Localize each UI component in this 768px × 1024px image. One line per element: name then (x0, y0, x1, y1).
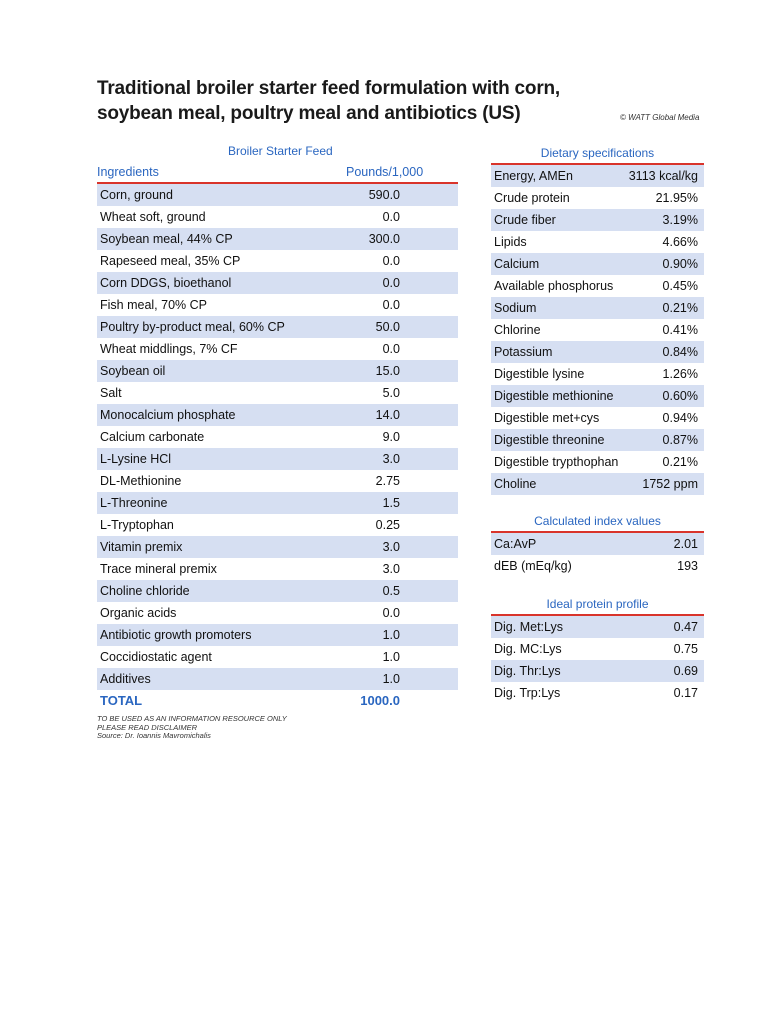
row-label: Dig. Trp:Lys (494, 686, 561, 700)
row-value: 193 (677, 559, 698, 573)
row-label: Organic acids (100, 606, 177, 620)
table-row (97, 448, 458, 470)
row-label: Salt (100, 386, 122, 400)
table-row (491, 555, 704, 577)
row-value: 2.01 (673, 537, 698, 551)
table-row (491, 275, 704, 297)
row-value: 0.69 (673, 664, 698, 678)
row-label: L-Lysine HCl (100, 452, 172, 466)
row-label: Vitamin premix (100, 540, 183, 554)
row-value: 0.21% (662, 455, 698, 469)
row-label: Monocalcium phosphate (100, 408, 236, 422)
row-label: Calcium carbonate (100, 430, 205, 444)
table-row (491, 363, 704, 385)
table-row (97, 646, 458, 668)
row-value: 0.87% (662, 433, 698, 447)
row-label: Corn DDGS, bioethanol (100, 276, 232, 290)
row-label: Digestible trypthophan (494, 455, 619, 469)
row-label: Soybean meal, 44% CP (100, 232, 233, 246)
row-label: Antibiotic growth promoters (100, 628, 252, 642)
row-label: Ca:AvP (494, 537, 537, 551)
row-value: 1.0 (382, 650, 400, 664)
feed-table-body (97, 184, 458, 690)
row-value: 1.0 (382, 628, 400, 642)
row-value: 300.0 (368, 232, 400, 246)
table-row (491, 682, 704, 704)
protein-table-caption: Ideal protein profile (546, 597, 649, 611)
row-label: Lipids (494, 235, 527, 249)
row-value: 0.0 (382, 254, 400, 268)
row-label: dEB (mEq/kg) (494, 559, 572, 573)
row-label: L-Tryptophan (100, 518, 174, 532)
row-value: 0.75 (673, 642, 698, 656)
row-value: 3113 kcal/kg (628, 169, 698, 183)
table-row (491, 319, 704, 341)
row-label: Fish meal, 70% CP (100, 298, 207, 312)
row-value: 5.0 (382, 386, 400, 400)
row-label: Digestible lysine (494, 367, 585, 381)
row-label: Sodium (494, 301, 537, 315)
table-row (97, 250, 458, 272)
row-value: 15.0 (375, 364, 400, 378)
table-row (97, 360, 458, 382)
row-value: 0.5 (382, 584, 400, 598)
table-row (491, 451, 704, 473)
row-value: 0.0 (382, 276, 400, 290)
row-value: 3.19% (662, 213, 698, 227)
page-title: Traditional broiler starter feed formulation with corn, soybean meal, poultry meal and antibiotics (US) (97, 78, 561, 124)
row-label: Choline (494, 477, 537, 491)
row-label: Wheat middlings, 7% CF (100, 342, 238, 356)
copyright-credit: © WATT Global Media (620, 113, 700, 122)
protein-table-body (491, 616, 704, 704)
row-label: Available phosphorus (494, 279, 614, 293)
table-row (97, 602, 458, 624)
row-label: Additives (100, 672, 151, 686)
table-row (491, 253, 704, 275)
row-label: Crude protein (494, 191, 570, 205)
table-row (491, 209, 704, 231)
row-label: Poultry by-product meal, 60% CP (100, 320, 285, 334)
dietary-table-body (491, 165, 704, 495)
table-row (97, 272, 458, 294)
row-label: Corn, ground (100, 188, 173, 202)
table-row (491, 473, 704, 495)
row-value: 0.41% (662, 323, 698, 337)
row-label: Choline chloride (100, 584, 190, 598)
table-row (491, 660, 704, 682)
table-row (97, 316, 458, 338)
table-row (491, 165, 704, 187)
table-row (97, 470, 458, 492)
table-row (491, 385, 704, 407)
table-row (97, 624, 458, 646)
row-value: 0.25 (375, 518, 400, 532)
table-row (97, 404, 458, 426)
feed-table-caption: Broiler Starter Feed (228, 144, 333, 158)
row-label: Potassium (494, 345, 553, 359)
row-value: 0.0 (382, 298, 400, 312)
row-value: 3.0 (382, 452, 400, 466)
total-value: 1000.0 (360, 693, 400, 708)
table-row (491, 297, 704, 319)
row-value: 0.90% (662, 257, 698, 271)
row-value: 0.17 (673, 686, 698, 700)
index-table-caption: Calculated index values (534, 514, 661, 528)
ingredients-column-header: Ingredients (97, 165, 159, 179)
table-row (97, 228, 458, 250)
row-value: 2.75 (375, 474, 400, 488)
table-row (97, 338, 458, 360)
total-label: TOTAL (100, 693, 143, 708)
table-row (491, 341, 704, 363)
row-value: 21.95% (655, 191, 698, 205)
table-row (491, 616, 704, 638)
row-value: 4.66% (662, 235, 698, 249)
table-row (97, 294, 458, 316)
pounds-column-header: Pounds/1,000 (346, 165, 424, 179)
row-value: 0.0 (382, 210, 400, 224)
row-value: 0.0 (382, 606, 400, 620)
row-label: Digestible met+cys (494, 411, 600, 425)
row-label: L-Threonine (100, 496, 168, 510)
row-value: 50.0 (375, 320, 400, 334)
table-row (97, 382, 458, 404)
row-label: Dig. Met:Lys (494, 620, 564, 634)
row-label: Crude fiber (494, 213, 556, 227)
table-row (97, 668, 458, 690)
row-value: 0.94% (662, 411, 698, 425)
row-value: 1.5 (382, 496, 400, 510)
table-row (491, 407, 704, 429)
table-row (491, 187, 704, 209)
table-row (491, 533, 704, 555)
row-value: 0.84% (662, 345, 698, 359)
table-row (97, 492, 458, 514)
row-label: Wheat soft, ground (100, 210, 206, 224)
table-row (97, 206, 458, 228)
row-value: 1.26% (662, 367, 698, 381)
row-value: 0.60% (662, 389, 698, 403)
table-row (97, 426, 458, 448)
row-value: 3.0 (382, 540, 400, 554)
row-value: 0.21% (662, 301, 698, 315)
dietary-table-caption: Dietary specifications (540, 146, 655, 160)
index-table-body (491, 533, 704, 577)
footnotes (97, 715, 287, 741)
row-label: Trace mineral premix (100, 562, 217, 576)
row-value: 3.0 (382, 562, 400, 576)
row-label: DL-Methionine (100, 474, 182, 488)
table-row (97, 580, 458, 602)
row-label: Dig. Thr:Lys (494, 664, 561, 678)
table-row (97, 536, 458, 558)
table-row (491, 429, 704, 451)
table-row (97, 514, 458, 536)
row-label: Chlorine (494, 323, 541, 337)
table-row (491, 638, 704, 660)
footnote-source: Source: Dr. Ioannis Mavromichalis (97, 731, 211, 740)
row-value: 0.45% (662, 279, 698, 293)
row-label: Energy, AMEn (494, 169, 573, 183)
row-value: 14.0 (375, 408, 400, 422)
row-value: 0.47 (673, 620, 698, 634)
feed-table-header (97, 164, 458, 182)
table-row (97, 184, 458, 206)
row-value: 1.0 (382, 672, 400, 686)
row-label: Calcium (494, 257, 540, 271)
row-value: 590.0 (368, 188, 400, 202)
row-label: Digestible threonine (494, 433, 605, 447)
row-label: Coccidiostatic agent (100, 650, 212, 664)
footnote-line: TO BE USED AS AN INFORMATION RESOURCE ONLY (97, 714, 287, 723)
feed-table-total (97, 691, 458, 711)
footnote-line: PLEASE READ DISCLAIMER (97, 722, 198, 732)
row-label: Soybean oil (100, 364, 166, 378)
row-label: Digestible methionine (494, 389, 614, 403)
row-value: 9.0 (382, 430, 400, 444)
table-row (97, 558, 458, 580)
row-value: 0.0 (382, 342, 400, 356)
table-row (491, 231, 704, 253)
row-label: Dig. MC:Lys (494, 642, 562, 656)
row-label: Rapeseed meal, 35% CP (100, 254, 241, 268)
row-value: 1752 ppm (642, 477, 698, 491)
